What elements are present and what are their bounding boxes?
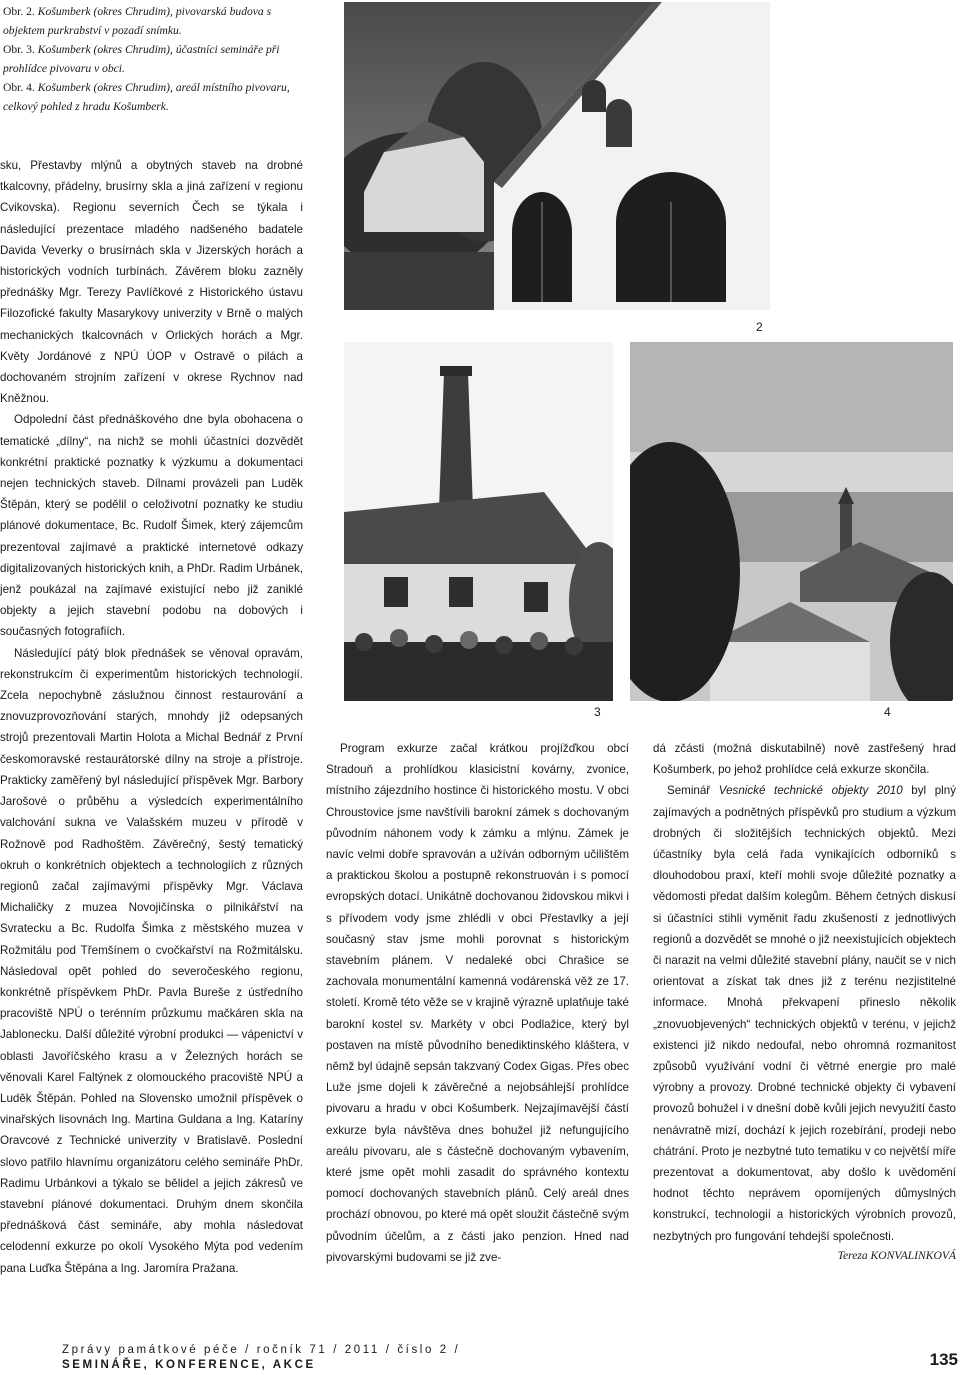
section-footer: SEMINÁŘE, KONFERENCE, AKCE (62, 1359, 316, 1371)
figure-3-number: 3 (594, 705, 601, 719)
column3-paragraph-1: dá zčásti (možná diskutabilně) nově zastřešený hrad Košumberk, po jehož prohlídce celá exkurze skončila. (653, 742, 956, 777)
figure-4-photo (630, 342, 953, 701)
seminar-title: Vesnické technické objekty 2010 (718, 784, 903, 798)
author-signature: Tereza KONVALINKOVÁ (837, 1248, 956, 1262)
column2-paragraph-1: Program exkurze začal krátkou projížďkou obcí Stradouň a prohlídkou klasicistní kovárny, zvonice, místního zájezdního hostince či historického mostu. V obci Chroustovice jsme navštívili barokní zámek s dochovaným původním náhonem vody k zámku a mlýnu. Zámek je navíc velmi dobře spravován a užíván odborným učilištěm a praktickou školou a postupně rekonstruován i s pomocí evropských dotací. Unikátně dochovanou židovskou mikvi i s přívodem vody jsme zhlédli v obci Přestavlky a její současný stav jsme mohli porovnat s historickým stavebním plánem. V nedaleké obci Chrašice se zachovala monumentální kamenná vodárenská věž ze 17. století. Kromě této věže se v krajině výrazně uplatňuje také barokní kostel sv. Markéty v obci Podlažice, který byl postaven na místě původního benediktinského kláštera, v němž byl údajně sepsán takzvaný Codex Gigas. Přes obec Luže jsme dojeli k závěrečné a nejobsáhlejší prohlídce pivovaru a hradu v obci Košumberk. Nejzajímavější částí exkurze byla návštěva dnes bohužel již nefungujícího areálu pivovaru, ale s částečně dochovaným vybavením, které jsme opět mohli zasadit do správného kontextu pomocí dochovaných stavebních plánů. Celý areál dnes prochází obnovou, po které má opět sloužit částečně svým původním účelům, a z části jako penzion. Hned nad pivovarskými budovami se již zve- (326, 742, 629, 1264)
text-column-1 (0, 155, 303, 1279)
page-number: 135 (929, 1350, 958, 1369)
caption-fig2: Obr. 2. Košumberk (okres Chrudim), pivovarská budova s objektem purkrabství v pozadí snímku. (3, 5, 272, 37)
column1-paragraph-2: Odpolední část přednáškového dne byla obohacena o tematické „dílny“, na nichž se mohli účastníci dozvědět konkrétní praktické poznatky k výzkumu a dokumentaci nejen technických staveb. Dílnami provázeli pan Luděk Štěpán, který se podělil o celoživotní poznatky ke studiu plánové dokumentace, Bc. Rudolf Šimek, který zájemcům prezentoval zajímavé a praktické internetové odkazy digitalizovaných historických knih, a PhDr. Radim Urbánek, jenž poukázal na zajímavé existující nebo již zaniklé objekty a jejich stavební podobu na dobových i současných fotografiích. (0, 413, 303, 639)
column1-paragraph-3: Následující pátý blok přednášek se věnoval opravám, rekonstrukcím či experimentům historických technologií. Zcela nepochybně záslužnou činnost restaurování a znovuzprovozňování starých, mnohdy již odepsaných strojů prezentovali Martin Holota a Michal Bednář z První českomoravské restaurátorské dílny na stroje a přístroje. Prakticky zaměřený byl následující příspěvek Mgr. Barbory Jarošové o průběhu a výsledcích experimentálního valchování sukna ve Valašském muzeu v přírodě v Rožnově pod Radhoštěm. Závěrečný, šestý tematický okruh o konkrétních objektech a technologiích z různých regionů začal zajímavými příspěvky Mgr. Václava Michaličky z muzea Novojičínska o pilnikářství na Svratecku a Bc. Rudolfa Šimka z městského muzea v Rožmitálu pod Třemšínem o cvočkařství na Rožmitálsku. Následoval opět pohled do severočeského regionu, konkrétně příspěvkem PhDr. Pavla Bureše z ústředního pracoviště NPÚ o terénním průzkumu mačkáren skla na Jablonecku. Další důležité výrobní produkci — vápenictví v oblasti Javoříčského krasu a v Železných horách se věnovali Karel Faltýnek z olomouckého pracoviště NPÚ a Luděk Štěpán. Pohled na Slovensko umožnil příspěvek o vinařských lisovnách Ing. Martina Guldana a Ing. Kataríny Oravcové z Technické univerzity v Bratislavě. Poslední slovo patřilo hlavnímu organizátoru celého semináře PhDr. Radimu Urbánkovi a týkalo se bělidel a jejich zákresů ve stavební plánové dokumentaci. Druhým dnem skončila přednášková část semináře, aby mohla následovat celodenní exkurze po okolí Vysokého Mýta pod vedením pana Luďka Štěpána a Ing. Jaromíra Pražana. (0, 646, 303, 1275)
figure-4-number: 4 (884, 705, 891, 719)
text-column-3 (653, 738, 956, 1262)
figure-2-photo (344, 2, 770, 310)
figure-3-photo (344, 342, 613, 701)
figure-captions (3, 2, 303, 116)
column1-paragraph-1: sku, Přestavby mlýnů a obytných staveb na drobné tkalcovny, přádelny, brusírny skla a jiná zařízení v regionu Cvikovska). Regionu severních Čech se týkala i následující prezentace mladého nadšeného badatele Davida Veverky o brusírnách skla v Jizerských horách a historických vodních turbínách. Závěrem bloku zazněly přednášky Mgr. Terezy Pavlíčkové z Historického ústavu Filozofické fakulty Masarykovy univerzity v Brně o malých mechanických tkalcovnách v Orlických horách a Mgr. Květy Jordánové z NPÚ ÚOP v Ostravě o pilách a dochovaném strojním zařízení v okrese Rychnov nad Kněžnou. (0, 159, 303, 406)
text-column-2 (326, 738, 629, 1268)
caption-fig3: Obr. 3. Košumberk (okres Chrudim), účastníci semináře při prohlídce pivovaru v obci. (3, 43, 280, 75)
journal-footer: Zprávy památkové péče / ročník 71 / 2011 / číslo 2 / (62, 1344, 461, 1356)
column3-paragraph-2: Seminář Vesnické technické objekty 2010 byl plný zajímavých a podnětných příspěvků pro studium a výzkum drobných či složitějších technických objektů. Mezi účastníky byla celá řada vynikajících odborníků s dlouhodobou praxí, kteří mohli svoje důležité poznatky a vědomosti předat dalším kolegům. Během četných diskusí si účastníci stihli vyměnit řadu zkušeností z jednotlivých regionů a dozvědět se mnohé o již neexistujících objektech či narazit na velmi důležité stavební plány, naučit se v nich orientovat a získat tak dnes již z terénu nezjistitelné informace. Mnohá překvapení přineslo několik „znovuobjevených“ technických objektů v terénu, v jejichž existenci již nikdo nedoufal, nebo ohromná rozmanitost způsobů využívání vodní či větrné energie pro malé výrobny a provozy. Drobné technické objekty či vybavení provozů bohužel i v dnešní době kvůli jejich nevyužití často nenávratně mizí, dochází k jejich rozebírání, prodeji nebo chátrání. Proto je nezbytné tuto tematiku v co největší míře prezentovat a dokumentovat, aby došlo k uvědomění hodnot těchto neprávem opomíjených důmyslných konstrukcí, technologií a historických výrobních provozů, nezbytných pro fungování tehdejší společnosti. (653, 784, 956, 1243)
figure-2-number: 2 (756, 320, 763, 334)
caption-fig4: Obr. 4. Košumberk (okres Chrudim), areál místního pivovaru, celkový pohled z hradu Košumberk. (3, 81, 290, 113)
